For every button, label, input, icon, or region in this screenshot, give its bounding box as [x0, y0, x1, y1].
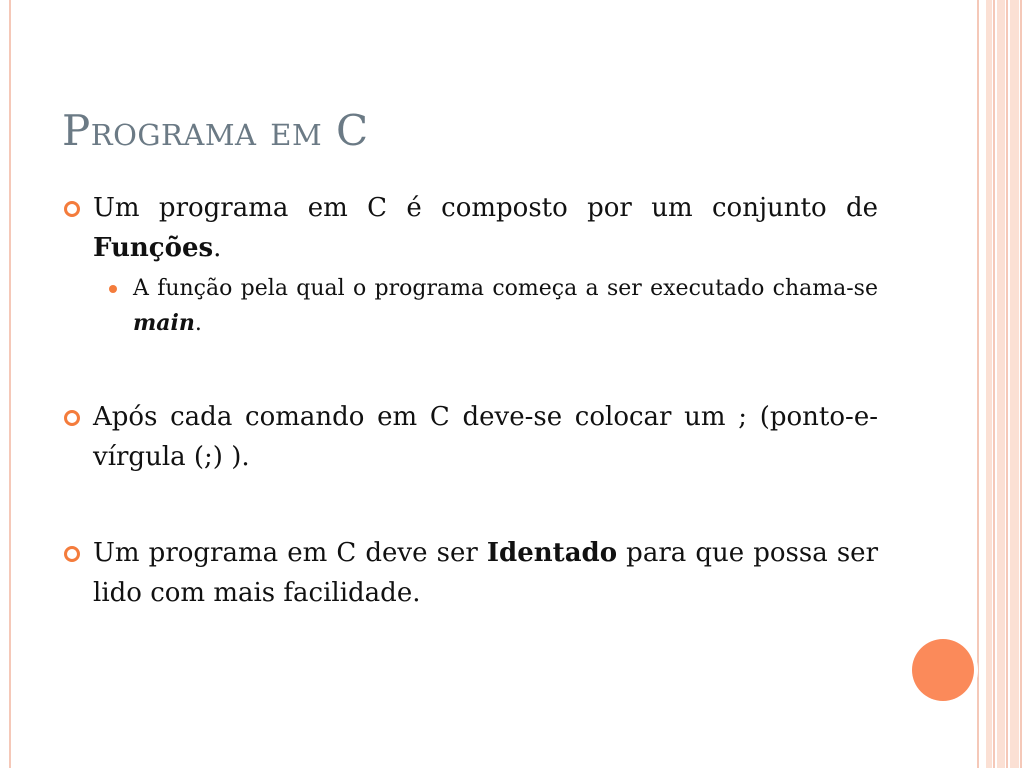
right-stripe — [986, 0, 992, 768]
slide-content — [62, 188, 878, 613]
sub-bullet-item — [107, 272, 878, 341]
bullet-item — [62, 188, 878, 268]
right-stripe — [993, 0, 995, 768]
sub-bullet-dot-icon — [109, 285, 117, 293]
sub-bullet-text: A função pela qual o programa começa a ser executado chama-se — [133, 276, 878, 301]
right-stripe — [1010, 0, 1019, 768]
bullet-item — [62, 533, 878, 613]
bullet-text: Um programa em C deve ser — [93, 538, 487, 568]
bullet-ring-icon — [64, 410, 80, 426]
bullet-ring-icon — [64, 201, 80, 217]
bullet-bold-term: Identado — [486, 538, 618, 568]
right-stripe — [977, 0, 979, 768]
bullet-text: Um programa em C é composto por um conjunto de — [93, 193, 878, 223]
right-stripe — [997, 0, 1005, 768]
left-border-line — [9, 0, 11, 768]
decorative-circle — [912, 639, 974, 701]
bullet-text: para que possa ser lido com mais facilidade. — [93, 538, 878, 608]
right-stripe — [1020, 0, 1022, 768]
sub-bullet-emphasis: main — [133, 310, 195, 336]
bullet-ring-icon — [64, 546, 80, 562]
slide-title: Programa em C — [62, 106, 369, 155]
bullet-item — [62, 397, 878, 477]
right-stripe — [1006, 0, 1008, 768]
bullet-bold-term: Funções — [93, 233, 214, 263]
bullet-text: . — [213, 233, 222, 263]
sub-bullet-text: . — [194, 311, 202, 336]
bullet-text: Após cada comando em C deve-se colocar um ; (ponto-e-vírgula (;) ). — [93, 402, 878, 472]
